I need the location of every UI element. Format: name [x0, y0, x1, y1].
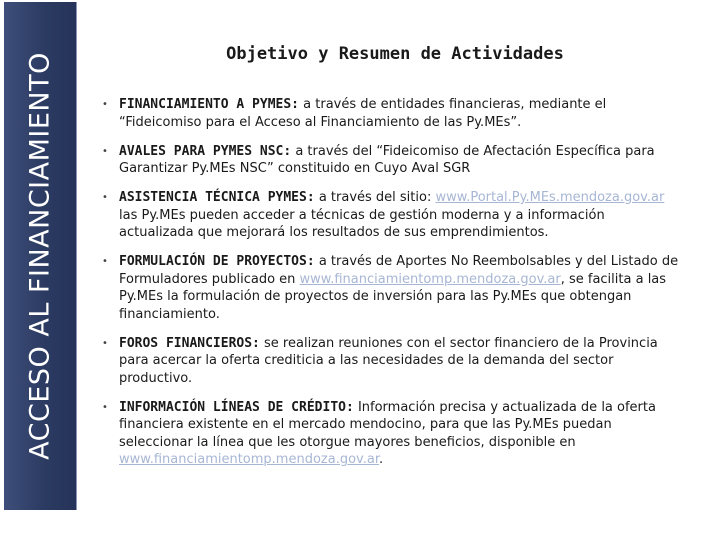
item-heading: AVALES PARA PYMES NSC:	[119, 143, 292, 159]
item-heading: ASISTENCIA TÉCNICA PYMES:	[119, 190, 315, 205]
activities-list	[101, 96, 681, 480]
item-text: a través de Aportes No Reembolsables y del Listado de Formuladores publicado en	[119, 254, 679, 287]
bullet-icon: •	[102, 337, 108, 349]
page-title: Objetivo y Resumen de Actividades	[226, 44, 564, 64]
list-item-foros	[101, 335, 681, 388]
item-text: a través del “Fideicomiso de Afectación Específica para Garantizar Py.MEs NSC” constituido en Cuyo Aval SGR	[119, 143, 655, 176]
item-text: Información precisa y actualizada de la oferta financiera existente en el mercado mendocino, para que las Py.MEs puedan seleccionar la línea que les otorgue mayores beneficios, disponible en	[119, 399, 656, 450]
financiamiento-link[interactable]: www.financiamientomp.mendoza.gov.ar	[299, 271, 561, 287]
sidebar-title: ACCESO AL FINANCIAMIENTO	[24, 52, 56, 460]
item-text: se realizan reuniones con el sector financiero de la Provincia para acercar la oferta crediticia a las necesidades de la demanda del sector productivo.	[119, 335, 658, 386]
item-text: , se facilita a las Py.MEs la formulación de proyectos de inversión para las Py.MEs que obtengan financiamiento.	[119, 271, 667, 322]
item-heading: FOROS FINANCIEROS:	[119, 335, 260, 351]
item-heading: FINANCIAMIENTO A PYMES:	[119, 97, 300, 112]
list-item-asistencia	[101, 189, 681, 242]
bullet-icon: •	[102, 145, 108, 157]
item-text: .	[378, 452, 384, 467]
portal-pymes-link[interactable]: www.Portal.Py.MEs.mendoza.gov.ar	[435, 190, 665, 205]
item-text: a través del sitio:	[318, 190, 432, 205]
list-item-formulacion	[101, 253, 681, 323]
financiamiento-link[interactable]: www.financiamientomp.mendoza.gov.ar	[119, 452, 379, 467]
list-item-lineas-credito	[101, 399, 681, 469]
bullet-icon: •	[102, 401, 108, 413]
item-heading: FORMULACIÓN DE PROYECTOS:	[119, 254, 315, 269]
item-heading: INFORMACIÓN LÍNEAS DE CRÉDITO:	[119, 399, 354, 415]
item-text: a través de entidades financieras, mediante el “Fideicomiso para el Acceso al Financiamiento de las Py.MEs”.	[119, 97, 607, 130]
bullet-icon: •	[102, 99, 108, 110]
bullet-icon: •	[102, 256, 108, 267]
sidebar-band	[0, 0, 77, 540]
list-item-financiamiento	[101, 96, 681, 131]
list-item-avales	[101, 143, 681, 178]
bullet-icon: •	[102, 192, 108, 203]
item-text: las Py.MEs pueden acceder a técnicas de gestión moderna y a información actualizada que mejorará los resultados de sus emprendimientos.	[119, 207, 605, 240]
